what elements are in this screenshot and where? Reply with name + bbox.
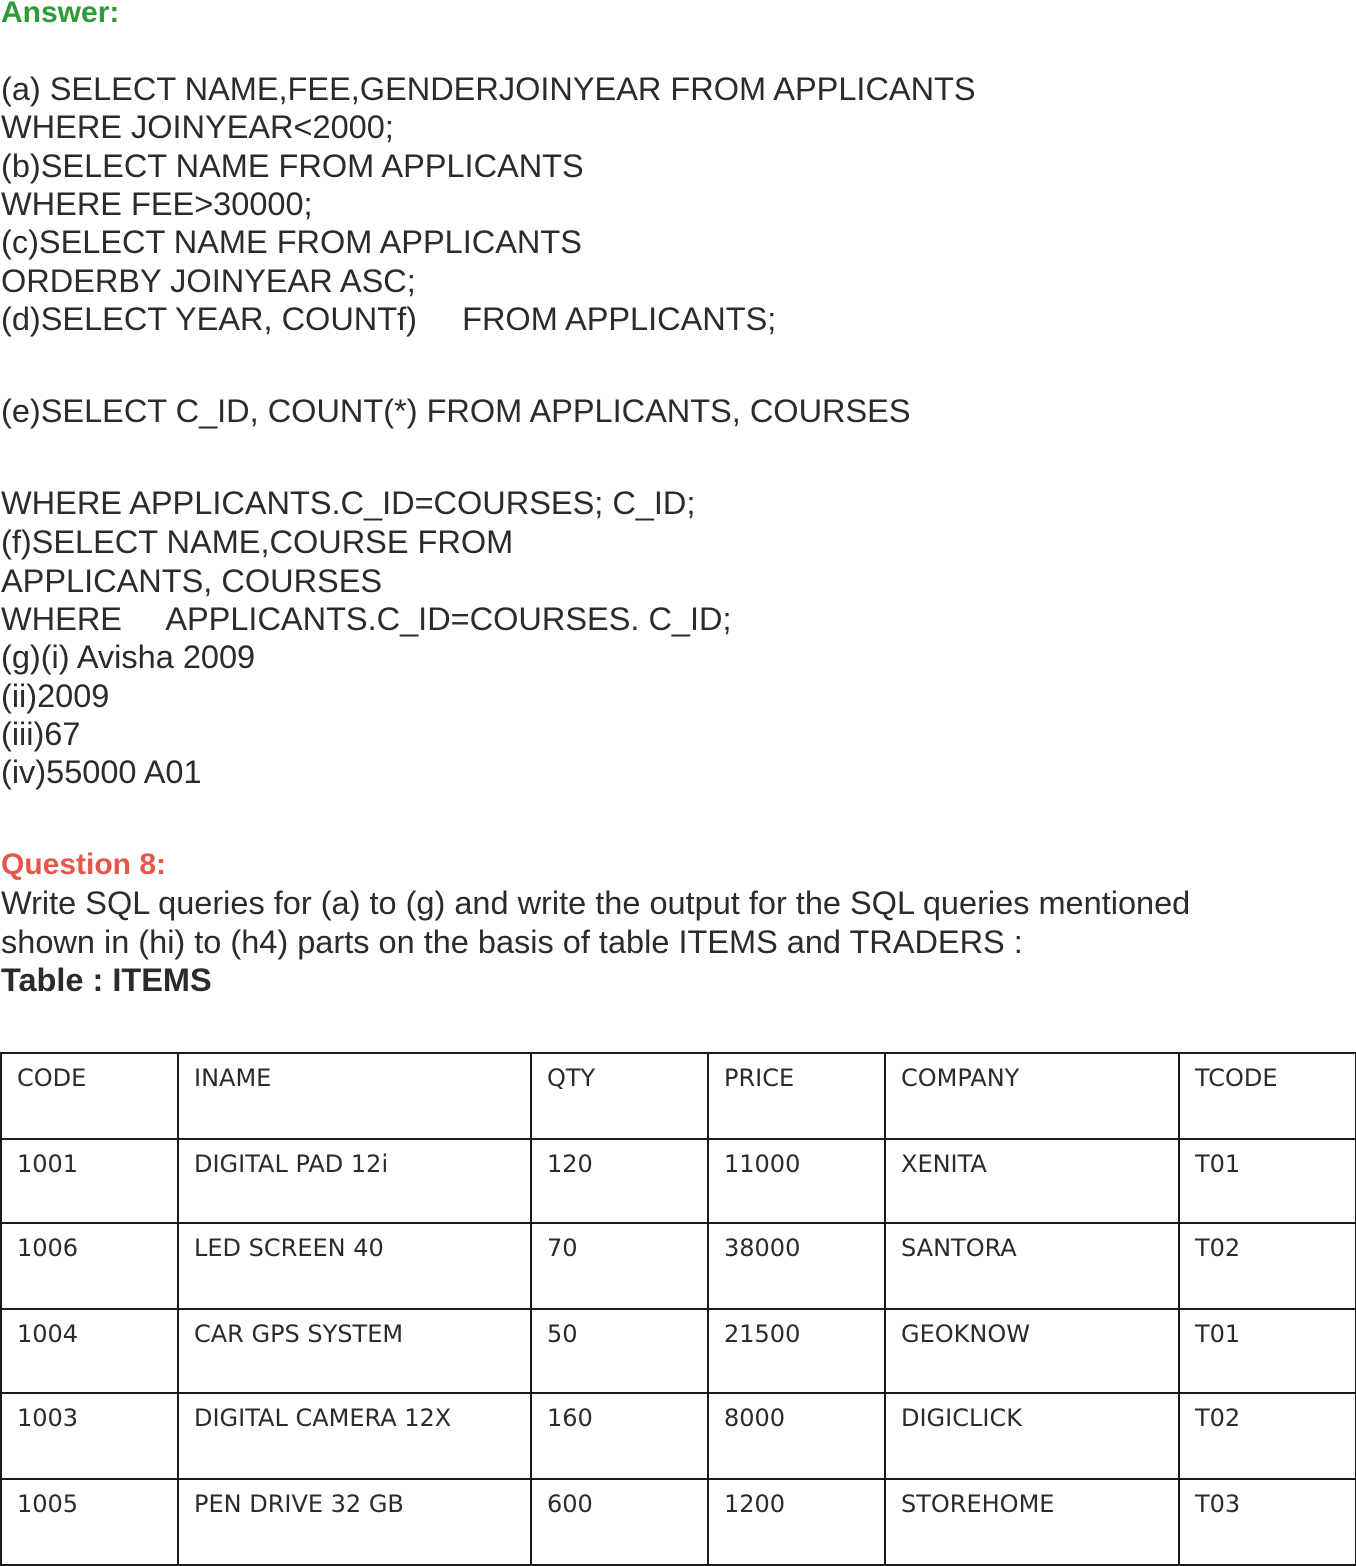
- answer-line: (b)SELECT NAME FROM APPLICANTS: [1, 148, 584, 184]
- table-cell: 50: [531, 1309, 708, 1393]
- answer-line: (d)SELECT YEAR, COUNTf) FROM APPLICANTS;: [1, 301, 777, 337]
- table-cell: T03: [1179, 1479, 1356, 1565]
- header-cell-tcode: TCODE: [1179, 1053, 1356, 1139]
- table-cell: 8000: [708, 1393, 885, 1479]
- answer-line: WHERE APPLICANTS.C_ID=COURSES. C_ID;: [1, 601, 732, 637]
- header-cell-price: PRICE: [708, 1053, 885, 1139]
- table-cell: 1001: [1, 1139, 178, 1223]
- table-cell: DIGITAL CAMERA 12X: [178, 1393, 531, 1479]
- table-cell: 21500: [708, 1309, 885, 1393]
- table-cell: 70: [531, 1223, 708, 1309]
- answer-line: (iv)55000 A01: [1, 754, 202, 790]
- table-title: Table : ITEMS: [1, 962, 212, 998]
- table-cell: T01: [1179, 1139, 1356, 1223]
- table-cell: 160: [531, 1393, 708, 1479]
- table-row: [1, 1309, 1356, 1393]
- answer-line: (iii)67: [1, 716, 81, 752]
- header-cell-company: COMPANY: [885, 1053, 1179, 1139]
- question-heading: Question 8:: [1, 848, 167, 881]
- answer-line: (c)SELECT NAME FROM APPLICANTS: [1, 224, 582, 260]
- table-cell: 120: [531, 1139, 708, 1223]
- table-cell: T02: [1179, 1393, 1356, 1479]
- answer-line: WHERE APPLICANTS.C_ID=COURSES; C_ID;: [1, 485, 696, 521]
- table-cell: 11000: [708, 1139, 885, 1223]
- answer-line: ORDERBY JOINYEAR ASC;: [1, 263, 416, 299]
- table-cell: 1200: [708, 1479, 885, 1565]
- table-cell: 38000: [708, 1223, 885, 1309]
- table-cell: DIGITAL PAD 12i: [178, 1139, 531, 1223]
- answer-line: (e)SELECT C_ID, COUNT(*) FROM APPLICANTS, COURSES: [1, 393, 911, 429]
- header-cell-iname: INAME: [178, 1053, 531, 1139]
- table-cell: LED SCREEN 40: [178, 1223, 531, 1309]
- answer-line: APPLICANTS, COURSES: [1, 563, 383, 599]
- header-cell-code: CODE: [1, 1053, 178, 1139]
- table-cell: SANTORA: [885, 1223, 1179, 1309]
- answer-line: (ii)2009: [1, 678, 110, 714]
- table-cell: 1004: [1, 1309, 178, 1393]
- table-row: [1, 1393, 1356, 1479]
- answer-line: (f)SELECT NAME,COURSE FROM: [1, 524, 514, 560]
- table-cell: 1006: [1, 1223, 178, 1309]
- table-cell: T02: [1179, 1223, 1356, 1309]
- table-cell: XENITA: [885, 1139, 1179, 1223]
- table-cell: 1003: [1, 1393, 178, 1479]
- table-cell: 600: [531, 1479, 708, 1565]
- answer-line: WHERE JOINYEAR<2000;: [1, 109, 394, 145]
- table-row: [1, 1479, 1356, 1565]
- table-cell: CAR GPS SYSTEM: [178, 1309, 531, 1393]
- answer-line: (a) SELECT NAME,FEE,GENDERJOINYEAR FROM APPLICANTS: [1, 71, 976, 107]
- table-cell: STOREHOME: [885, 1479, 1179, 1565]
- header-cell-qty: QTY: [531, 1053, 708, 1139]
- answer-line: (g)(i) Avisha 2009: [1, 639, 256, 675]
- question-text: Write SQL queries for (a) to (g) and write the output for the SQL queries mentioned: [1, 885, 1191, 921]
- answer-line: WHERE FEE>30000;: [1, 186, 313, 222]
- answer-heading: Answer:: [1, 0, 120, 29]
- items-table: [0, 1052, 1356, 1566]
- table-cell: GEOKNOW: [885, 1309, 1179, 1393]
- table-cell: T01: [1179, 1309, 1356, 1393]
- question-text: shown in (hi) to (h4) parts on the basis of table ITEMS and TRADERS :: [1, 924, 1023, 960]
- table-cell: PEN DRIVE 32 GB: [178, 1479, 531, 1565]
- table-row: [1, 1139, 1356, 1223]
- table-cell: DIGICLICK: [885, 1393, 1179, 1479]
- table-row: [1, 1223, 1356, 1309]
- table-cell: 1005: [1, 1479, 178, 1565]
- table-header-row: [1, 1053, 1356, 1139]
